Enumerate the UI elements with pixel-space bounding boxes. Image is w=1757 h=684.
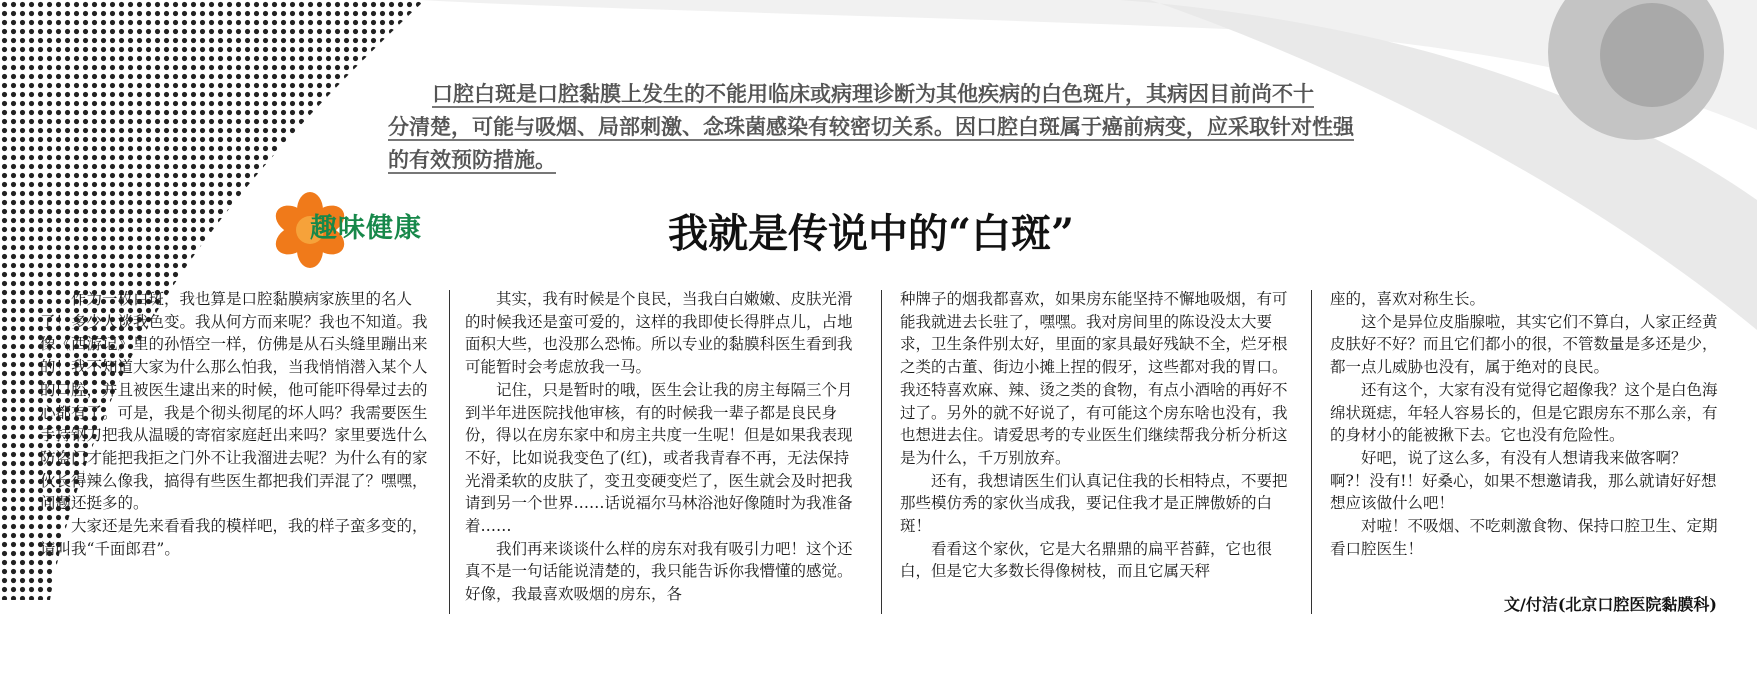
paragraph: 看看这个家伙，它是大名鼎鼎的扁平苔藓，它也很白，但是它大多数长得像树枝，而且它属天秤 xyxy=(900,539,1273,581)
badge-label: 趣味健康 xyxy=(310,213,422,244)
paragraph: 作为一枚白斑，我也算是口腔黏膜病家族里的名人了！多少人谈我色变。我从何方而来呢？我也不知道。我像《西游记》里的孙悟空一样，仿佛是从石头缝里蹦出来的！我不知道大家为什么那么怕我，当我悄悄潜入某个人的口腔，并且被医生逮出来的时候，他可能吓得晕过去的心都有了。可是，我是个彻头彻尾的坏人吗？我需要医生手持钢刀把我从温暖的寄宿家庭赶出来吗？家里要选什么防盗门才能把我拒之门外不让我溜进去呢？为什么有的家伙长得辣么像我，搞得有些医生都把我们弄混了？嘿嘿，问题还挺多的。 xyxy=(40,290,428,513)
section-badge xyxy=(272,190,442,270)
paragraph: 其实，我有时候是个良民，当我白白嫩嫩、皮肤光滑的时候我还是蛮可爱的，这样的我即使长得胖点儿，占地面积大些，也没那么恐怖。所以专业的黏膜科医生看到我可能暂时会考虑放我一马。 xyxy=(465,290,853,377)
paragraph: 这个是异位皮脂腺啦，其实它们不算白，人家正经黄皮肤好不好？而且它们都小的很，不管数量是多还是少，都一点儿威胁也没有，属于绝对的良民。 xyxy=(1330,312,1718,377)
paragraph: 好吧，说了这么多，有没有人想请我来做客啊？啊?！没有!！好桑心，如果不想邀请我，那么就请好好想想应该做什么吧！ xyxy=(1330,448,1717,513)
column-divider xyxy=(881,290,882,614)
article-column-3 xyxy=(900,288,1290,618)
paragraph: 还有这个，大家有没有觉得它超像我？这个是白色海绵状斑痣，年轻人容易长的，但是它跟房东不那么亲，有的身材小的能被揪下去。它也没有危险性。 xyxy=(1330,380,1718,445)
paragraph: 座的，喜欢对称生长。 xyxy=(1330,290,1486,308)
paragraph: 记住，只是暂时的哦，医生会让我的房主每隔三个月到半年进医院找他审核，有的时候我一辈子都是良民身份，得以在房东家中和房主共度一生呢！但是如果我表现不好，比如说我变色了(红)，或者我青春不再，无法保持光滑柔软的皮肤了，变丑变硬变烂了，医生就会及时把我请到另一个世界……话说福尔马林浴池好像随时为我准备着…… xyxy=(465,380,853,536)
article-column-4 xyxy=(1330,288,1718,618)
paragraph: 种牌子的烟我都喜欢，如果房东能坚持不懈地吸烟，有可能我就进去长驻了，嘿嘿。我对房间里的陈设没太大要求，卫生条件别太好，里面的家具最好残缺不全，烂牙根之类的古董、街边小摊上捏的假牙，这些都对我的胃口。我还特喜欢麻、辣、烫之类的食物，有点小酒啥的再好不过了。另外的就不好说了，有可能这个房东啥也没有，我也想进去住。请爱思考的专业医生们继续帮我分析分析这是为什么，千万别放弃。 xyxy=(900,290,1288,467)
column-divider xyxy=(449,290,450,614)
intro-line: 分清楚，可能与吸烟、局部刺激、念珠菌感染有较密切关系。因口腔白斑属于癌前病变，应采取针对性强 xyxy=(388,115,1354,139)
paragraph: 对啦！不吸烟、不吃刺激食物、保持口腔卫生、定期看口腔医生！ xyxy=(1330,517,1718,558)
author-byline: 文/付洁(北京口腔医院黏膜科) xyxy=(1504,595,1717,614)
paragraph: 我们再来谈谈什么样的房东对我有吸引力吧！这个还真不是一句话能说清楚的，我只能告诉你我懵懂的感觉。好像，我最喜欢吸烟的房东，各 xyxy=(465,539,853,604)
article-column-1 xyxy=(40,288,428,618)
column-divider xyxy=(1311,290,1312,614)
article-headline: 我就是传说中的“白斑” xyxy=(668,210,1075,257)
paragraph: 大家还是先来看看我的模样吧，我的样子蛮多变的，请叫我“千面郎君”。 xyxy=(40,517,428,558)
intro-summary xyxy=(388,78,1368,177)
intro-line: 口腔白斑是口腔黏膜上发生的不能用临床或病理诊断为其他疾病的白色斑片，其病因目前尚不十 xyxy=(432,82,1314,106)
intro-line: 的有效预防措施。 xyxy=(388,148,556,172)
article-column-2 xyxy=(465,288,857,618)
paragraph: 还有，我想请医生们认真记住我的长相特点，不要把那些模仿秀的家伙当成我，要记住我才是正牌傲娇的白斑！ xyxy=(900,471,1288,536)
small-gray-circle xyxy=(1600,3,1704,107)
